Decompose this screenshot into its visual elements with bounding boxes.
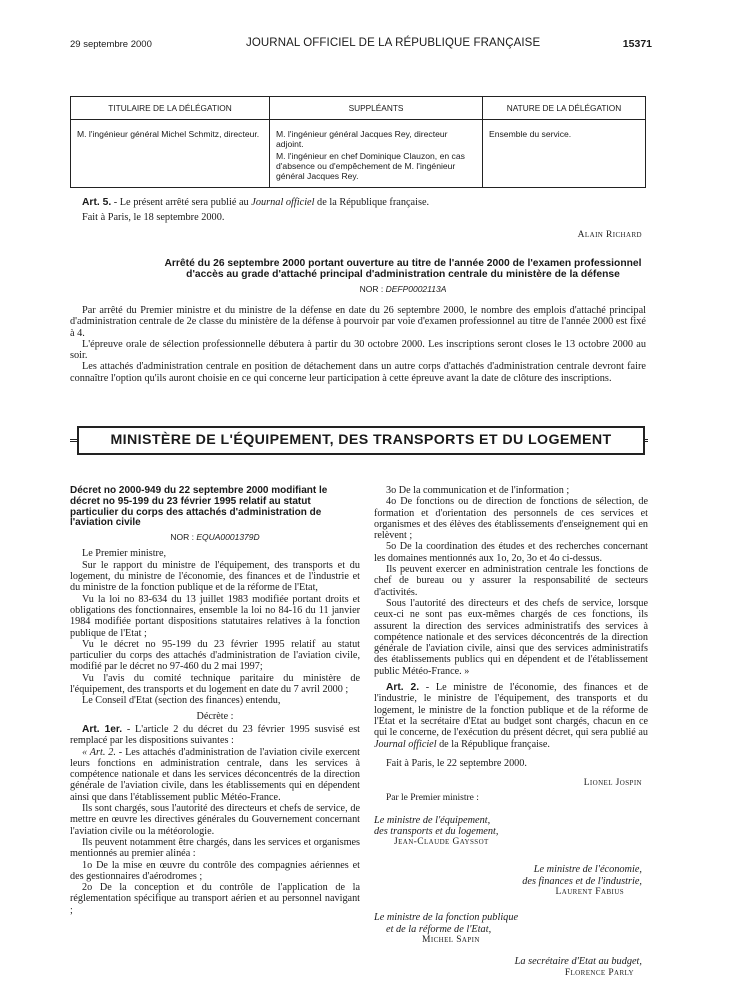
cell-titulaire: M. l'ingénieur général Michel Schmitz, directeur. — [71, 120, 270, 188]
art1-label: Art. 1er. — [82, 723, 123, 735]
list-item: Le Premier ministre, — [82, 548, 167, 560]
arrete-paragraph-1: Par arrêté du Premier ministre et du ministre de la défense en date du 26 septembre 2000, le nombre des emplois d'attaché principal d'administration centrale de 2e classe du ministère de la défense à pourvoir par voie d'examen professionnel au titre de l'année 2000 est fixé à 4. — [70, 305, 646, 339]
col-header-suppleants: SUPPLÉANTS — [270, 97, 483, 120]
minister-1-name: Jean-Claude Gayssot — [394, 837, 489, 848]
minister-3-title — [374, 912, 648, 935]
table-row — [71, 120, 646, 188]
signature-prime-minister: Lionel Jospin — [583, 778, 642, 788]
list-item: Ils peuvent notamment être chargés, dans les services et organismes mentionnés au premier alinéa : — [70, 836, 360, 860]
list-item: Vu le décret no 95-199 du 23 février 1995 relatif au statut particulier du corps des attachés d'administration de l'aviation civile, modifié par le décret no 97-460 du 2 mai 1997; — [70, 638, 360, 673]
art2-journal: Journal officiel — [374, 738, 437, 750]
list-item: 2o De la conception et du contrôle de l'application de la réglementation spécifique au transport aérien et au personnel navigant ; — [70, 882, 360, 916]
minister-4-title: La secrétaire d'Etat au budget, — [514, 956, 642, 968]
header-journal-title: JOURNAL OFFICIEL DE LA RÉPUBLIQUE FRANÇAISE — [246, 37, 541, 49]
signature-block — [374, 778, 648, 979]
decret-fait: Fait à Paris, le 22 septembre 2000. — [386, 757, 527, 769]
minister-2-title-a: Le ministre de l'économie, — [533, 864, 642, 876]
arrete-title: Arrêté du 26 septembre 2000 portant ouverture au titre de l'année 2000 de l'examen professionnel d'accès au grade d'attaché principal d'administration centrale du ministère de la défense — [164, 258, 642, 280]
list-item: Vu l'avis du comité technique paritaire du ministère de l'équipement, des transports et du logement en date du 7 avril 2000 ; — [70, 672, 360, 696]
list-item: Ils peuvent exercer en administration centrale les fonctions de chef de bureau ou y assurer la responsabilité de secteurs d'activités. — [374, 564, 648, 598]
ministry-heading: MINISTÈRE DE L'ÉQUIPEMENT, DES TRANSPORTS ET DU LOGEMENT — [77, 426, 645, 455]
suppleant-2: M. l'ingénieur en chef Dominique Clauzon, en cas d'absence ou d'empêchement de M. l'ingénieur général Jacques Rey. — [276, 151, 465, 181]
art5-signature: Alain Richard — [577, 229, 642, 240]
decret-article-2 — [374, 682, 648, 750]
list-item: 4o De fonctions ou de direction de fonctions de sélection, de formation et d'orientation des personnels de ces services et organismes et des élèves des établissements d'enseignement qui en relèvent ; — [374, 496, 648, 542]
header-page-number: 15371 — [622, 38, 652, 50]
par-le-premier-ministre: Par le Premier ministre : — [386, 793, 479, 804]
cell-suppleants — [270, 120, 483, 188]
decret-nor-label: NOR : — [170, 532, 197, 543]
arrete-nor-code: DEFP0002113A — [385, 284, 447, 294]
arrete-paragraph-3: Les attachés d'administration centrale en position de détachement dans un autre corps d'attachés d'administration centrale devront faire connaître l'option qu'ils auront choisie en ce qui concerne leur participation à cette épreuve avant la date de clôture des inscriptions. — [70, 361, 646, 384]
list-item: Vu la loi no 83-634 du 13 juillet 1983 modifiée portant droits et obligations des fonctionnaires, ensemble la loi no 84-16 du 11 janvier 1984 modifiée portant dispositions statutaires relatives à la fonction publique de l'Etat ; — [70, 593, 360, 639]
decret-left-column — [70, 486, 360, 916]
col-header-nature: NATURE DE LA DÉLÉGATION — [483, 97, 646, 120]
art2-text-b: de la République française. — [436, 738, 550, 750]
arrete-nor — [158, 284, 648, 295]
decret-decrete: Décrète : — [196, 710, 234, 722]
list-item: Sur le rapport du ministre de l'équipement, des transports et du logement, du ministre de l'économie, des finances et de l'industrie et du ministre de la fonction publique et de la réforme de l'Etat, — [70, 559, 360, 594]
list-item: 1o De la mise en œuvre du contrôle des compagnies aériennes et des gestionnaires d'aérodromes ; — [70, 859, 360, 882]
cell-nature: Ensemble du service. — [483, 120, 646, 188]
art5-label: Art. 5. — [82, 197, 112, 208]
art5-text-b: de la République française. — [314, 197, 430, 208]
quoted-art2-label: « Art. 2. — [82, 746, 116, 758]
list-item: 5o De la coordination des études et des recherches concernant les domaines mentionnés aux 1o, 2o, 3o et 4o ci-dessus. — [374, 541, 648, 564]
art5-fait: Fait à Paris, le 18 septembre 2000. — [82, 212, 225, 224]
arrete-nor-label: NOR : — [359, 284, 386, 294]
arrete-paragraph-2: L'épreuve orale de sélection professionnelle débutera à partir du 30 octobre 2000. Les inscriptions seront closes le 13 octobre 2000 au soir. — [70, 338, 646, 362]
art1-text: - L'article 2 du décret du 23 février 1995 susvisé est remplacé par les dispositions suivantes : — [70, 723, 360, 747]
delegation-table-header — [71, 97, 646, 120]
decret-quoted-article-2 — [70, 747, 360, 803]
art2-text-a: - Le ministre de l'économie, des finances et de l'industrie, le ministre de l'équipement, des transports et du logement, le ministre de la fonction publique et de la réforme de l'Etat et la secrétaire d'Etat au budget sont chargés, chacun en ce qui le concerne, de l'exécution du présent décret, qui sera publié au — [374, 682, 648, 739]
art5-text-a: - Le présent arrêté sera publié au — [111, 197, 252, 208]
minister-3-title-b: et de la réforme de l'Etat, — [386, 923, 492, 935]
decret-nor-code: EQUA0001379D — [196, 532, 260, 543]
arrete-body — [70, 305, 646, 384]
minister-1-title-b: des transports et du logement, — [374, 825, 499, 837]
minister-2-name: Laurent Fabius — [555, 887, 624, 898]
art2-label: Art. 2. — [386, 682, 420, 694]
minister-1-title-a: Le ministre de l'équipement, — [374, 814, 491, 826]
list-item: Le Conseil d'Etat (section des finances) entendu, — [82, 695, 281, 707]
page-header — [70, 37, 652, 53]
decret-article-1 — [70, 724, 360, 747]
decret-nor — [70, 532, 360, 543]
minister-2-title — [374, 864, 642, 887]
list-item: 3o De la communication et de l'information ; — [386, 485, 570, 496]
arrete-title-block — [158, 258, 648, 295]
header-date: 29 septembre 2000 — [70, 39, 152, 50]
art5-block — [70, 197, 646, 241]
art5-text — [70, 197, 646, 208]
list-item: Sous l'autorité des directeurs et des chefs de service, lorsque ceux-ci ne sont pas eux-mêmes chargés de ces fonctions, ils assurent la direction des services administratifs des services à compétence nationale et des services déconcentrés de la direction générale de l'aviation civile, ainsi que des services administratifs des établissements publics qui en dépendent et de l'établissement public Météo-France. » — [374, 597, 648, 677]
minister-3-name: Michel Sapin — [422, 934, 480, 945]
minister-2-title-b: des finances et de l'industrie, — [522, 875, 642, 887]
suppleant-1: M. l'ingénieur général Jacques Rey, directeur adjoint. — [276, 129, 448, 149]
list-item: Ils sont chargés, sous l'autorité des directeurs et chefs de service, de mettre en œuvre les directives générales du Gouvernement concernant l'aviation civile ou la météorologie. — [70, 803, 360, 837]
decret-right-column — [374, 485, 648, 769]
col-header-titulaire: TITULAIRE DE LA DÉLÉGATION — [71, 97, 270, 120]
minister-1-title — [374, 815, 648, 838]
art5-journal: Journal officiel — [251, 197, 315, 208]
delegation-table — [70, 96, 646, 188]
minister-4-name: Florence Parly — [564, 967, 634, 978]
decret-title: Décret no 2000-949 du 22 septembre 2000 modifiant le décret no 95-199 du 23 février 1995 relatif au statut particulier du corps des attachés d'administration de l'aviation civile — [70, 485, 328, 529]
quoted-art2-text: - Les attachés d'administration de l'aviation civile exercent leurs fonctions en administration centrale, dans les services à compétence nationale et dans les services déconcentrés de la direction générale de l'aviation civile, dans les établissements qui en dépendent ainsi que dans l'établissement public Météo-France. — [70, 746, 360, 803]
minister-3-title-a: Le ministre de la fonction publique — [374, 912, 519, 924]
